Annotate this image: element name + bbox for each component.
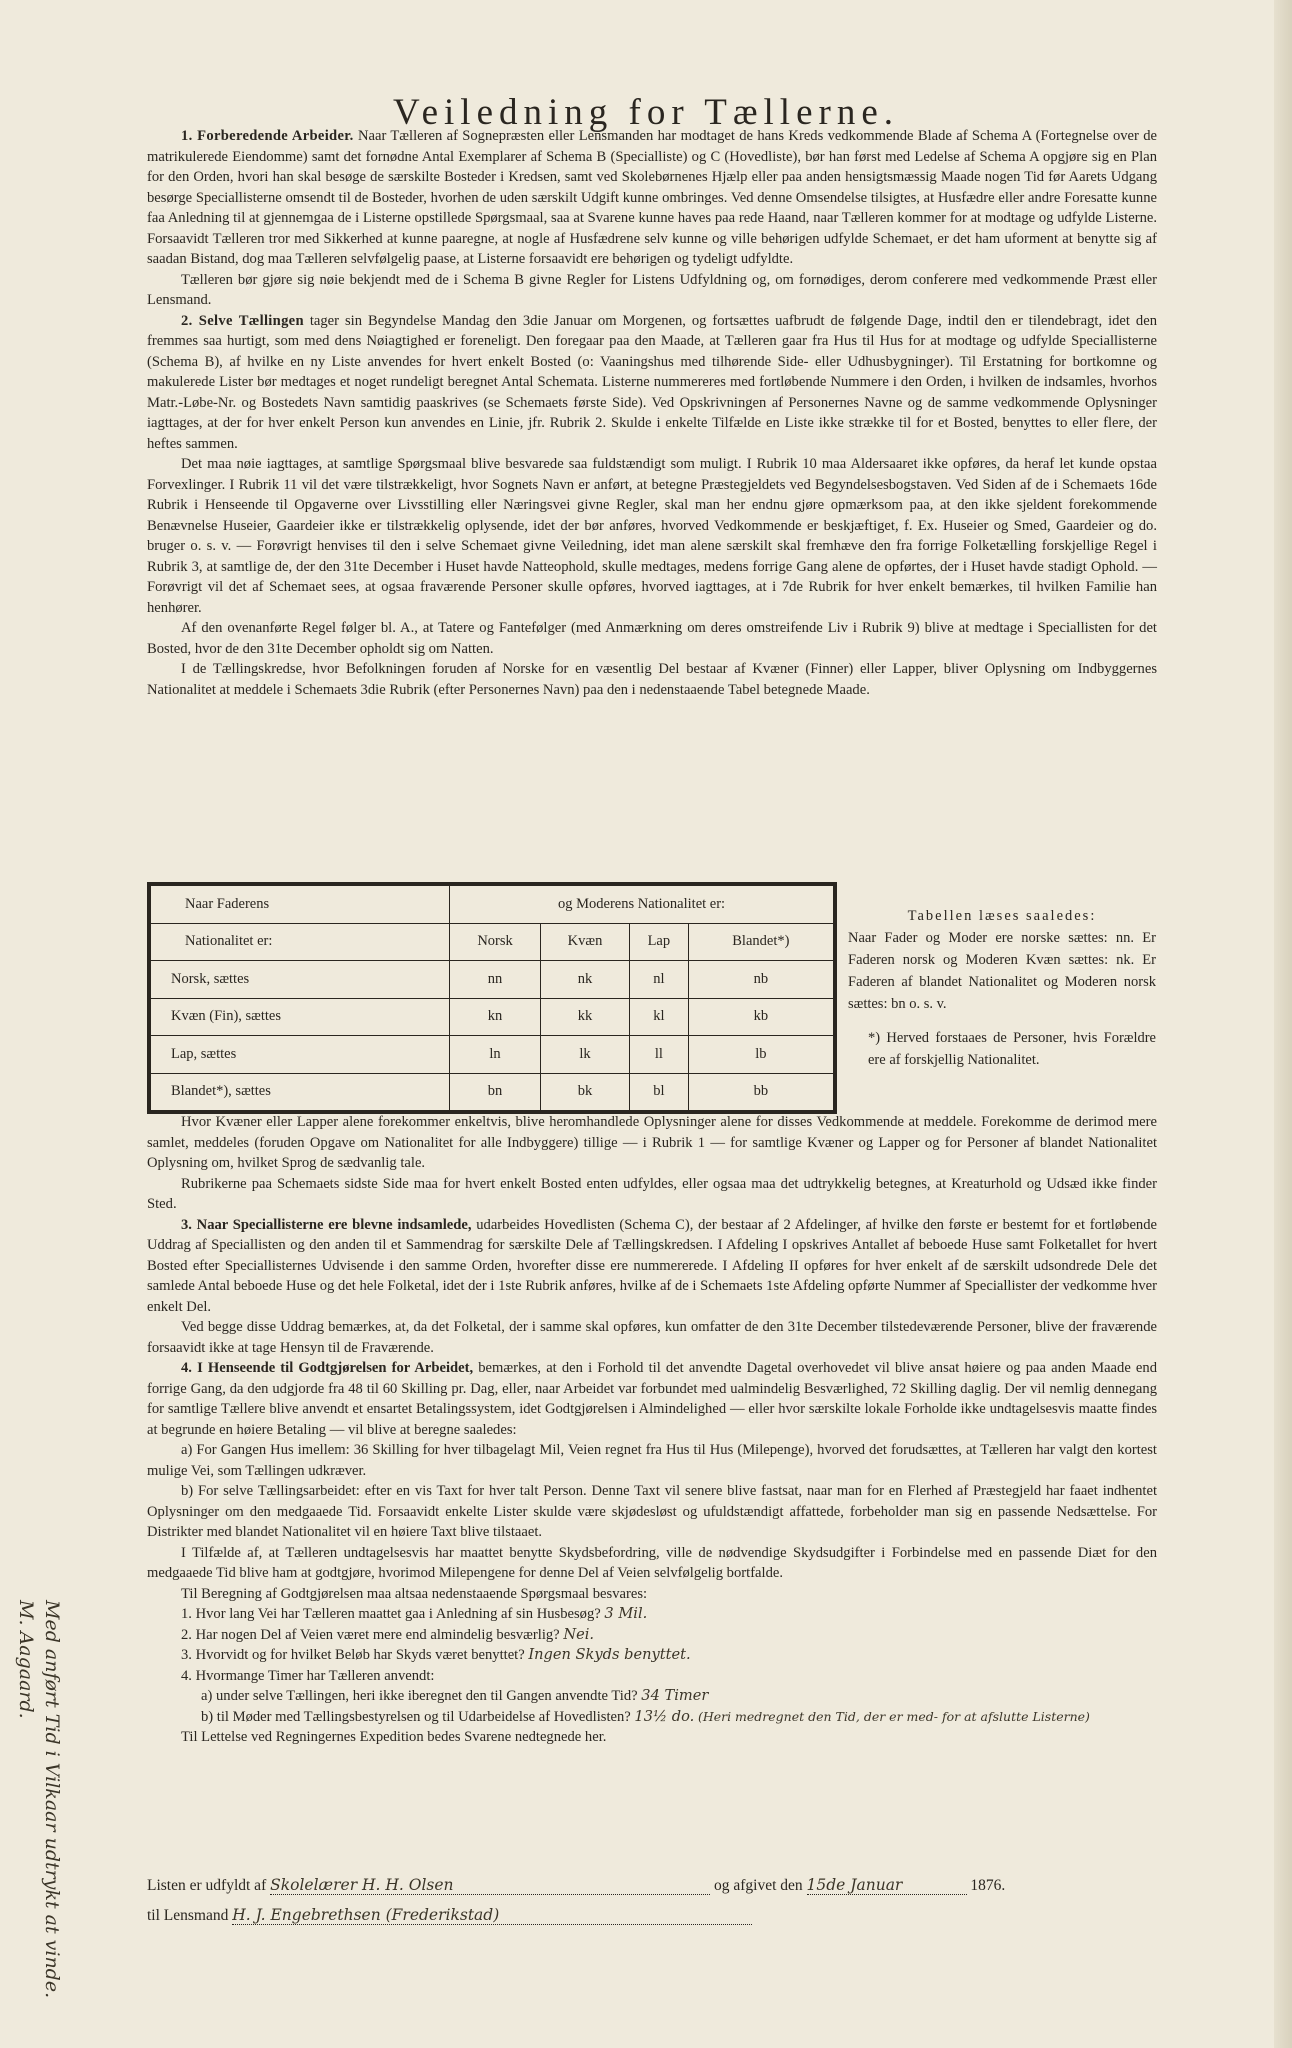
filled-by-signature: Skolelærer H. H. Olsen <box>270 1876 710 1895</box>
row-label: Norsk, sættes <box>151 961 450 999</box>
table-row <box>151 1073 834 1111</box>
footnote: *) Herved forstaaes de Personer, hvis Forældre ere af forskjellig Nationalitet. <box>868 1030 1156 1068</box>
table-explanation <box>848 905 1156 1071</box>
section-1-paragraph-2: Tælleren bør gjøre sig nøie bekjendt med de i Schema B givne Regler for Listens Udfyldning og, om fornødiges, derom conferere med vedkommende Præst eller Lensmand. <box>147 271 1157 308</box>
table-cell: nl <box>629 961 688 999</box>
nationality-table-grid <box>150 885 834 1111</box>
section-3-text: udarbeides Hovedlisten (Schema C), der bestaar af 2 Afdelinger, af hvilke den første er bestemt for et fortløbende Uddrag af Speciallisten og den anden til et Sammendrag for særskilte Dele af Tællingskredsen. I Afdeling I opskrives Antallet af beboede Huse samt Folketallet for hvert Bosted efter Speciallisternes Udvisende i den samme Orden, hvorefter disse ere nummererede. I Afdeling II opføres for hver enkelt af de særskilt udsondrede Dele det samlede Antal beboede Huse og det hele Folketal, idet der i 1ste Rubrik anføres, hvilke af de i Schemaets 1ste Afdeling opførte Nummer af Speciallister der vedkomme hver enkelt Del. <box>147 1216 1157 1315</box>
section-1-text: Naar Tælleren af Sognepræsten eller Lensmanden har modtaget de hans Kreds vedkommende Blade af Schema A (Fortegnelse over de matrikulerede Eiendomme) samt det fornødne Antal Exemplarer af Schema B (Specialliste) og C (Hovedliste), bør han først med Ledelse af Schema A opgjøre sig en Plan for den Orden, hvori han skal besøge de særskilte Bosteder i Kredsen, samt ved Skolebørnenes Hjælp eller paa anden hensigtsmæssig Maade nogen Tid før Aarets Udgang besørge Speciallisterne omsendt til de Bosteder, hvorhen de uden særskilt Udgift kunne ombringes. Ved denne Omsendelse tilsigtes, at Husfædre eller andre Foresatte kunne faa Anledning til at gjennemgaa de i Listerne opstillede Spørgsmaal, saa at Svarene kunne haves paa rede Haand, naar Tælleren kommer for at modtage og udfylde Listerne. Forsaavidt Tælleren tror med Sikkerhed at kunne paaregne, at nogle af Husfædrene selv kunne og ville behørigen udfylde Schemaet, er det ham uforment at benytte sig af saadan Bistand, dog maa Tælleren selvfølgelig paase, at Listerne forsaavidt ere behørigen og tydeligt udfyldte. <box>147 128 1157 267</box>
table-cell: kl <box>629 998 688 1036</box>
after-table-paragraph-2: Rubrikerne paa Schemaets sidste Side maa for hvert enkelt Bosted enten udfyldes, eller ogsaa maa det udtrykkelig betegnes, at Kreaturhold og Udsæd ikke finder Sted. <box>147 1175 1157 1212</box>
section-4-item-a: a) For Gangen Hus imellem: 36 Skilling for hver tilbagelagt Mil, Veien regnet fra Hus til Hus (Milepenge), hvorved det forudsættes, at Tælleren har valgt den kortest mulige Vei, som Tællingen udkræver. <box>147 1442 1157 1479</box>
table-cell: ln <box>450 1036 541 1074</box>
table-cell: nb <box>688 961 833 999</box>
section-2-paragraph-3: Af den ovenanførte Regel følger bl. A., at Tatere og Fantefølger (med Anmærkning om deres omstreifende Liv i Rubrik 9) blive at medtage i Speciallisten for det Bosted, hvor de den 31te December opholdt sig om Natten. <box>147 620 1157 657</box>
nationality-table <box>147 882 837 1114</box>
filled-by-label: Listen er udfyldt af <box>147 1877 267 1894</box>
table-cell: kb <box>688 998 833 1036</box>
question-3-text: 3. Hvorvidt og for hvilket Beløb har Skyds været benyttet? <box>181 1647 525 1663</box>
section-2-heading: 2. Selve Tællingen <box>181 312 304 329</box>
table-row <box>151 998 834 1036</box>
section-4-paragraph-5: Til Lettelse ved Regningernes Expedition bedes Svarene nedtegnede her. <box>181 1729 607 1745</box>
table-cell: bn <box>450 1073 541 1111</box>
year: 1876. <box>970 1877 1006 1894</box>
section-4-paragraph-4: Til Beregning af Godtgjørelsen maa altsaa nedenstaaende Spørgsmaal besvares: <box>181 1585 648 1602</box>
header-mother: og Moderens Nationalitet er: <box>450 886 834 924</box>
table-cell: bl <box>629 1073 688 1111</box>
col-header: Norsk <box>450 923 541 961</box>
table-subheader-row <box>151 923 834 961</box>
section-2 <box>147 311 1157 455</box>
question-4a <box>181 1686 1157 1707</box>
section-1 <box>147 126 1157 270</box>
question-3 <box>181 1645 1157 1666</box>
table-header-row <box>151 886 834 924</box>
col-header: Kvæn <box>541 923 630 961</box>
question-4b-note: (Heri medregnet den Tid, der er med- for at afslutte Listerne) <box>697 1708 1090 1724</box>
page-edge <box>1274 0 1292 2048</box>
sheriff-name: H. J. Engebrethsen (Frederikstad) <box>232 1906 752 1925</box>
explanation-text: Naar Fader og Moder ere norske sættes: nn. Er Faderen norsk og Moderen Kvæn sættes: nk. Er Faderen af blandet Nationalitet og Moderen norsk sættes: bn o. s. v. <box>848 930 1156 1012</box>
submitted-label: og afgivet den <box>713 1877 803 1894</box>
table-row <box>151 1036 834 1074</box>
section-2-text: tager sin Begyndelse Mandag den 3die Januar om Morgenen, og fortsættes uafbrudt de følgende Dage, indtil den er tilendebragt, idet den fremmes saa hurtigt, som med dens Nøiagtighed er foreneligt. Den foregaar paa den Maade, at Tælleren gaar fra Hus til Hus for at modtage og udfylde Speciallisterne (Schema B), af hvilke en ny Liste anvendes for hvert enkelt Bosted (o: Vaaningshus med tilhørende Side- eller Udhusbygninger). Til Erstatning for bortkomne og makulerede Lister bør medtages et noget rundeligt beregnet Antal Schemata. Listerne nummereres med fortløbende Nummere i den Orden, i hvilken de indsamles, hvorhos Matr.-Løbe-Nr. og Bostedets Navn samtidig paaskrives (se Schemaets første Side). Ved Opskrivningen af Personernes Navne og de samme vedkommende Oplysninger iagttages, at der for hver enkelt Person kun anvendes en Linie, jfr. Rubrik 2. Skulde i enkelte Tilfælde en Liste ikke strække til for et Bosted, benyttes to eller flere, der heftes sammen. <box>147 312 1157 452</box>
col-header: Lap <box>629 923 688 961</box>
question-4a-text: a) under selve Tællingen, heri ikke iberegnet den til Gangen anvendte Tid? <box>201 1688 638 1704</box>
table-cell: kk <box>541 998 630 1036</box>
explanation-title: Tabellen læses saaledes: <box>907 908 1097 924</box>
question-4b-answer: 13½ do. <box>634 1707 695 1725</box>
question-4: 4. Hvormange Timer har Tælleren anvendt: <box>181 1667 435 1684</box>
table-row <box>151 961 834 999</box>
table-cell: ll <box>629 1036 688 1074</box>
after-table-paragraph-1: Hvor Kvæner eller Lapper alene forekommer enkeltvis, blive heromhandlede Oplysninger alene for disses Vedkommende at meddele. Forekomme de derimod mere samlet, meddeles (foruden Opgave om Nationalitet for alle Indbyggere) tillige — i Rubrik 1 — for samtlige Kvæner og Lapper og for Personer af blandet Nationalitet Oplysning om, hvilket Sprog de sædvanlig tale. <box>147 1114 1157 1171</box>
header-father-1: Naar Faderens <box>151 886 450 924</box>
question-list <box>147 1604 1157 1727</box>
question-1-text: 1. Hvor lang Vei har Tælleren maattet gaa i Anledning af sin Husbesøg? <box>181 1606 601 1622</box>
instructions-part-2 <box>147 1112 1157 1748</box>
instructions-part-1 <box>147 126 1157 700</box>
section-4-heading: 4. I Henseende til Godtgjørelsen for Arbeidet, <box>181 1360 474 1376</box>
section-4-paragraph-3: I Tilfælde af, at Tælleren undtagelsesvis har maattet benytte Skydsbefordring, ville de nødvendige Skydsudgifter i Forbindelse med en passende Diæt for den medgaaede Tid blive ham at godtgjøre, hvorimod Milepengene for denne Del af Veien selvfølgelig bortfalde. <box>147 1544 1157 1581</box>
table-cell: lk <box>541 1036 630 1074</box>
table-cell: bk <box>541 1073 630 1111</box>
section-2-paragraph-2: Det maa nøie iagttages, at samtlige Spørgsmaal blive besvarede saa fuldstændigt som muligt. I Rubrik 10 maa Aldersaaret ikke opføres, da heraf let kunde opstaa Forvexlinger. I Rubrik 11 vil det være tilstrækkeligt, hvor Sognets Navn er anført, at betegne Præstegjeldets ved Begyndelsesbogstaven. Ved Siden af de i Schemaets 16de Rubrik i Henseende til Opgaverne over Livsstilling eller Næringsvei givne Regler, skal man her endnu gjøre opmærksom paa, at den ikke sjeldent forekommende Benævnelse Huseier, Gaardeier ikke er tilstrækkelig oplysende, idet der bør anføres, hvorved Vedkommende er beskjæftiget, f. Ex. Huseier og Smed, Gaardeier og do. bruger o. s. v. — Forøvrigt henvises til den i selve Schemaet givne Veiledning, idet man alene særskilt skal fremhæve den fra forrige Folketælling forskjellige Regel i Rubrik 3, at samtlige de, der den 31te December i Huset havde Natteophold, skulle medtages, medens forrige Gang alene de opførtes, der i Huset havde stadigt Ophold. — Forøvrigt vil det af Schemaet sees, at ogsaa fraværende Personer skulle opføres, hvorved iagttages, at i 7de Rubrik for hver enkelt bemærkes, til hvilken Familie han henhører. <box>147 456 1157 616</box>
section-3-heading: 3. Naar Speciallisterne ere blevne indsamlede, <box>181 1216 472 1233</box>
question-2 <box>181 1625 1157 1646</box>
question-4b <box>181 1707 1157 1728</box>
signature-line-2 <box>147 1906 847 1925</box>
question-3-answer: Ingen Skyds benyttet. <box>528 1646 691 1663</box>
row-label: Lap, sættes <box>151 1036 450 1074</box>
section-4-item-b: b) For selve Tællingsarbeidet: efter en vis Taxt for hver talt Person. Denne Taxt vil senere blive fastsat, naar man for en Flerhed af Præstegjeld har faaet indhentet Oplysninger om den medgaaede Tid. Forsaavidt enkelte Lister skulde være skjødesløst og ufuldstændigt affattede, forbeholder man sig en passende Nedsættelse. For Distrikter med blandet Nationalitet vil en høiere Taxt blive tilstaaet. <box>147 1483 1157 1540</box>
table-cell: bb <box>688 1073 833 1111</box>
section-3-paragraph-2: Ved begge disse Uddrag bemærkes, at, da det Folketal, der i samme skal opføres, kun omfatter de den 31te December tilstedeværende Personer, blive der fraværende forsaavidt ikke at tage Hensyn til de Fraværende. <box>147 1319 1157 1356</box>
col-header: Blandet*) <box>688 923 833 961</box>
question-2-answer: Nei. <box>563 1625 595 1643</box>
question-4b-text: b) til Møder med Tællingsbestyrelsen og til Udarbeidelse af Hovedlisten? <box>201 1708 631 1725</box>
signature-line-1 <box>147 1876 1157 1895</box>
section-1-heading: 1. Forberedende Arbeider. <box>181 128 354 144</box>
question-1-answer: 3 Mil. <box>604 1605 648 1622</box>
question-1 <box>181 1604 1157 1625</box>
table-cell: nn <box>450 961 541 999</box>
row-label: Blandet*), sættes <box>151 1073 450 1111</box>
table-cell: nk <box>541 961 630 999</box>
sheriff-label: til Lensmand <box>147 1907 229 1924</box>
section-2-paragraph-4: I de Tællingskredse, hvor Befolkningen foruden af Norske for en væsentlig Del bestaar af Kvæner (Finner) eller Lapper, bliver Oplysning om Indbyggernes Nationalitet at meddele i Schemaets 3die Rubrik (efter Personernes Navn) paa den i nedenstaaende Tabel betegnede Maade. <box>147 661 1157 698</box>
header-father-2: Nationalitet er: <box>151 923 450 961</box>
section-3 <box>147 1215 1157 1318</box>
section-4-text: bemærkes, at den i Forhold til det anvendte Dagetal overhovedet vil blive ansat høiere og paa anden Maade end forrige Gang, da den udgjorde fra 48 til 60 Skilling pr. Dag, eller, naar Arbeidet var forbundet med ualmindelig Besværlighed, 72 Skilling daglig. Der vil nemlig dennegang for samtlige Tællere blive anvendt et ensartet Betalingssystem, idet Godtgjørelsen i Almindelighed — eller hvor særskilte lokale Forholde ikke undtagelsesvis maatte findes at begrunde en høiere Betaling — vil blive at beregne saaledes: <box>147 1360 1158 1438</box>
question-4a-answer: 34 Timer <box>641 1687 709 1704</box>
question-2-text: 2. Har nogen Del af Veien været mere end almindelig besværlig? <box>181 1626 560 1643</box>
table-cell: lb <box>688 1036 833 1074</box>
table-cell: kn <box>450 998 541 1036</box>
submitted-date: 15de Januar <box>807 1876 967 1895</box>
section-4 <box>147 1358 1157 1440</box>
row-label: Kvæn (Fin), sættes <box>151 998 450 1036</box>
margin-handwritten-note: Med anført Tid i Vilkaar udtrykt at vinde. M. Aagaard. <box>15 1600 63 1999</box>
page-title: Veiledning for Tællerne. <box>392 91 900 133</box>
